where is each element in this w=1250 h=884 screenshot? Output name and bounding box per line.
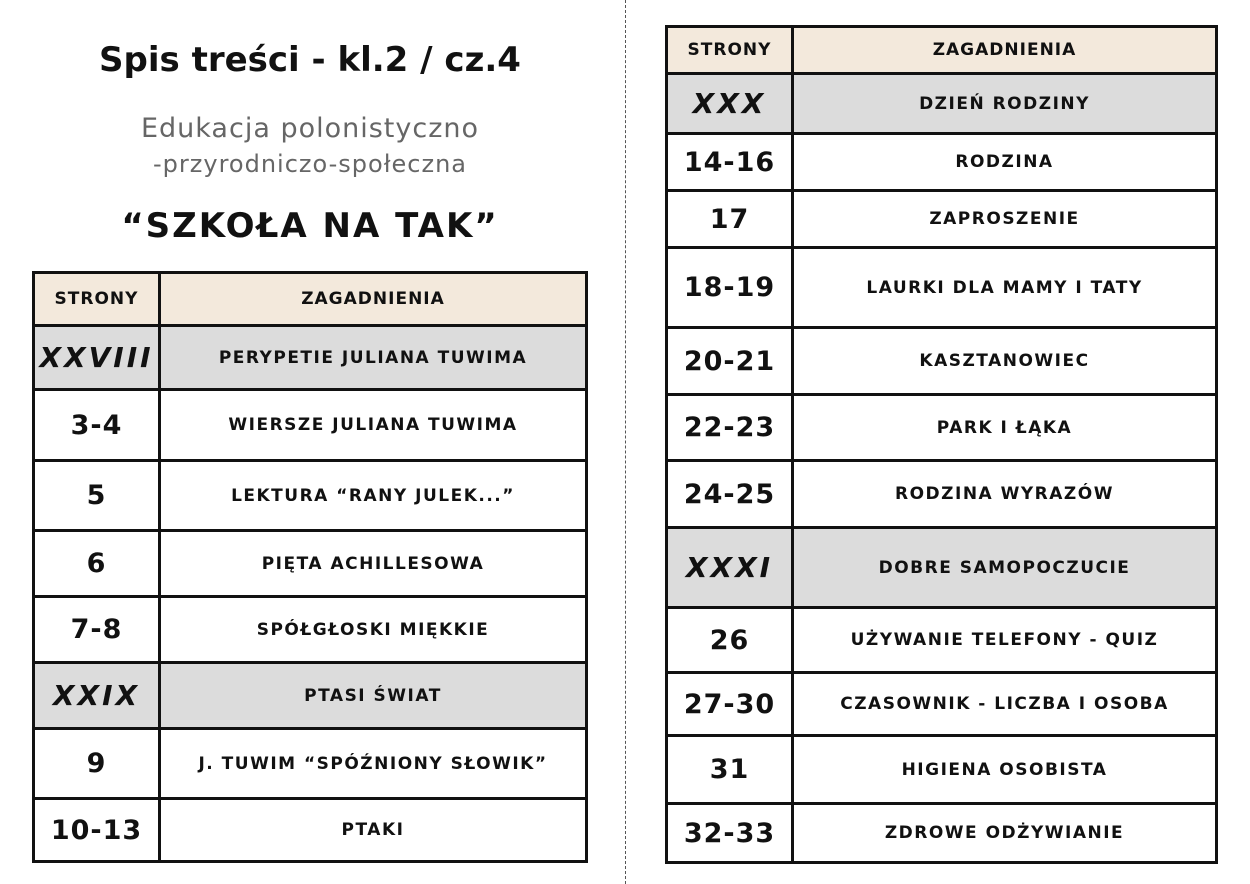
pages-cell: 32-33 — [667, 804, 793, 863]
table-header-row — [34, 273, 587, 326]
pages-cell: XXX — [667, 74, 793, 134]
table-row — [34, 531, 587, 597]
pages-cell: 27-30 — [667, 673, 793, 736]
left-toc-table — [32, 271, 588, 863]
topic-cell: DOBRE SAMOPOCZUCIE — [793, 528, 1217, 608]
topic-cell: ZAPROSZENIE — [793, 191, 1217, 248]
topic-cell: PARK I ŁĄKA — [793, 395, 1217, 461]
pages-cell: 6 — [34, 531, 160, 597]
pages-cell: 7-8 — [34, 597, 160, 663]
topic-cell: RODZINA WYRAZÓW — [793, 461, 1217, 528]
page-title: Spis treści - kl.2 / cz.4 — [99, 40, 521, 80]
topic-cell: PERYPETIE JULIANA TUWIMA — [160, 326, 587, 390]
table-row — [34, 729, 587, 799]
topic-cell: ZDROWE ODŻYWIANIE — [793, 804, 1217, 863]
table-row — [667, 328, 1217, 395]
subject-subtitle — [32, 110, 588, 180]
topic-cell: J. TUWIM “SPÓŹNIONY SŁOWIK” — [160, 729, 587, 799]
topic-cell: RODZINA — [793, 134, 1217, 191]
topic-cell: PIĘTA ACHILLESOWA — [160, 531, 587, 597]
pages-cell: 3-4 — [34, 390, 160, 461]
table-row — [34, 663, 587, 729]
pages-cell: 20-21 — [667, 328, 793, 395]
pages-cell: XXIX — [34, 663, 160, 729]
table-row — [34, 390, 587, 461]
pages-cell: 31 — [667, 736, 793, 804]
table-row — [34, 597, 587, 663]
topics-column-header: ZAGADNIENIA — [793, 27, 1217, 74]
table-row — [34, 461, 587, 531]
pages-cell: 5 — [34, 461, 160, 531]
topic-cell: WIERSZE JULIANA TUWIMA — [160, 390, 587, 461]
topic-cell: PTASI ŚWIAT — [160, 663, 587, 729]
table-row — [34, 326, 587, 390]
table-row — [34, 799, 587, 862]
topic-cell: LEKTURA “RANY JULEK...” — [160, 461, 587, 531]
table-row — [667, 134, 1217, 191]
table-row — [667, 461, 1217, 528]
subtitle-line-1: Edukacja polonistyczno — [140, 113, 480, 144]
topic-cell: KASZTANOWIEC — [793, 328, 1217, 395]
table-row — [667, 736, 1217, 804]
table-row — [667, 248, 1217, 328]
pages-column-header: STRONY — [34, 273, 160, 326]
topic-cell: LAURKI DLA MAMY I TATY — [793, 248, 1217, 328]
book-title: “SZKOŁA NA TAK” — [121, 206, 499, 246]
pages-cell: 10-13 — [34, 799, 160, 862]
topic-cell: PTAKI — [160, 799, 587, 862]
topic-cell: CZASOWNIK - LICZBA I OSOBA — [793, 673, 1217, 736]
pages-cell: 26 — [667, 608, 793, 673]
right-toc-table — [665, 25, 1218, 864]
table-row — [667, 804, 1217, 863]
table-row — [667, 74, 1217, 134]
table-header-row — [667, 27, 1217, 74]
page-divider — [625, 0, 626, 884]
pages-cell: 24-25 — [667, 461, 793, 528]
subtitle-line-2: -przyrodniczo-społeczna — [153, 150, 467, 178]
pages-cell: 22-23 — [667, 395, 793, 461]
topic-cell: DZIEŃ RODZINY — [793, 74, 1217, 134]
table-row — [667, 608, 1217, 673]
pages-column-header: STRONY — [667, 27, 793, 74]
pages-cell: XXVIII — [34, 326, 160, 390]
pages-cell: XXXI — [667, 528, 793, 608]
topic-cell: SPÓŁGŁOSKI MIĘKKIE — [160, 597, 587, 663]
table-row — [667, 528, 1217, 608]
topic-cell: UŻYWANIE TELEFONY - QUIZ — [793, 608, 1217, 673]
pages-cell: 17 — [667, 191, 793, 248]
pages-cell: 14-16 — [667, 134, 793, 191]
topic-cell: HIGIENA OSOBISTA — [793, 736, 1217, 804]
table-row — [667, 673, 1217, 736]
topics-column-header: ZAGADNIENIA — [160, 273, 587, 326]
table-row — [667, 395, 1217, 461]
pages-cell: 18-19 — [667, 248, 793, 328]
pages-cell: 9 — [34, 729, 160, 799]
table-row — [667, 191, 1217, 248]
